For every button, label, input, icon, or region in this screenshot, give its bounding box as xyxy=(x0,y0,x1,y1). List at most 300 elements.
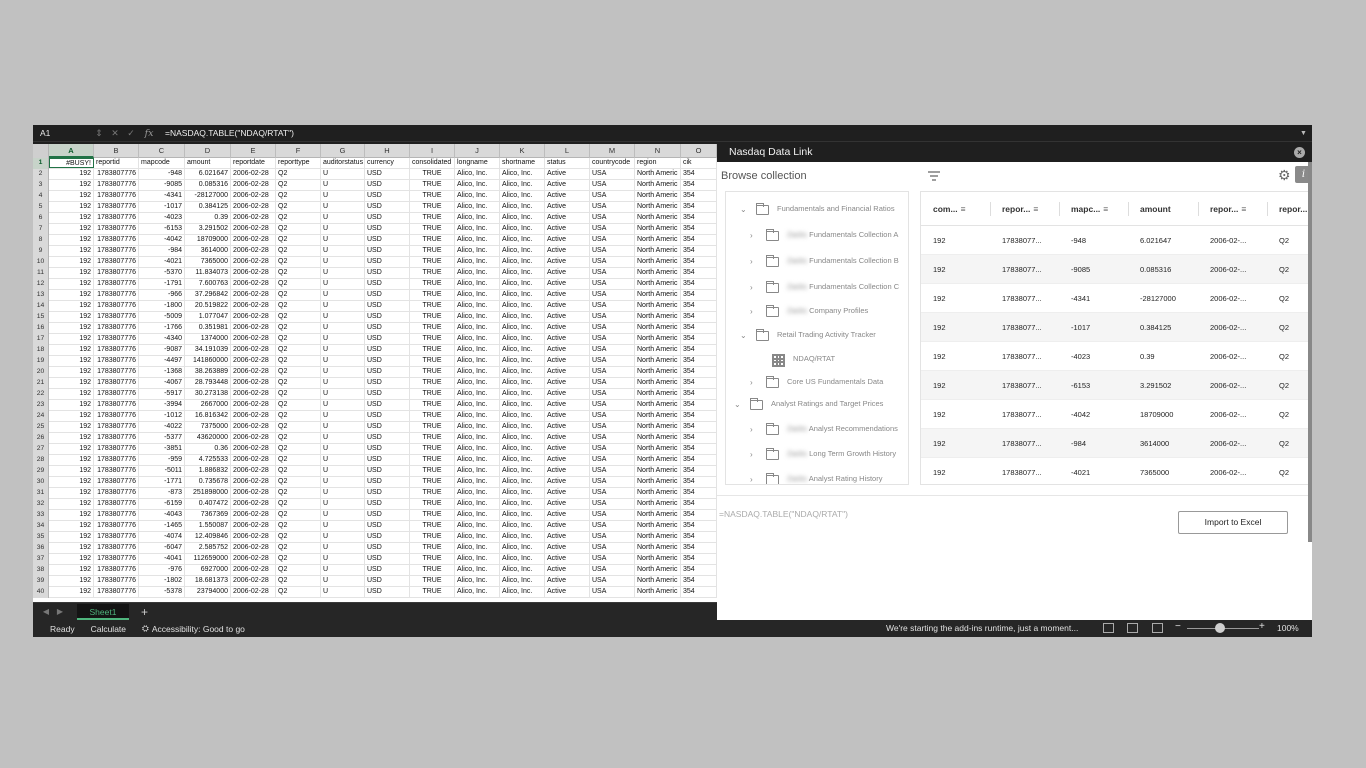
cell[interactable]: TRUE xyxy=(410,246,455,256)
import-to-excel-button[interactable]: Import to Excel xyxy=(1178,511,1288,534)
cell[interactable]: Active xyxy=(545,312,590,322)
cell[interactable]: North Americ xyxy=(635,510,681,520)
cell[interactable]: U xyxy=(321,257,365,267)
cell[interactable]: Q2 xyxy=(276,521,321,531)
cell[interactable]: USD xyxy=(365,488,410,498)
cell[interactable]: USD xyxy=(365,312,410,322)
tree-item[interactable] xyxy=(750,474,904,485)
cell[interactable]: 354 xyxy=(681,334,717,344)
row-header[interactable]: 36 xyxy=(33,543,49,554)
cell[interactable]: North Americ xyxy=(635,180,681,190)
cell[interactable]: 2006-02-28 xyxy=(231,323,276,333)
cell[interactable]: USD xyxy=(365,477,410,487)
cell[interactable]: 2006-02-28 xyxy=(231,202,276,212)
cell[interactable]: -1017 xyxy=(139,202,185,212)
cell[interactable]: 192 xyxy=(49,202,94,212)
cell[interactable]: 192 xyxy=(49,587,94,597)
cell[interactable]: U xyxy=(321,356,365,366)
cell[interactable]: Q2 xyxy=(276,257,321,267)
cell[interactable]: 354 xyxy=(681,565,717,575)
row-header[interactable]: 24 xyxy=(33,411,49,422)
cell[interactable]: Active xyxy=(545,202,590,212)
cell[interactable]: Active xyxy=(545,411,590,421)
cell[interactable]: Alico, Inc. xyxy=(500,499,545,509)
cell[interactable]: USD xyxy=(365,422,410,432)
cell[interactable]: USA xyxy=(590,389,635,399)
cell[interactable]: USA xyxy=(590,356,635,366)
cell[interactable]: Alico, Inc. xyxy=(455,576,500,586)
cell[interactable]: USD xyxy=(365,180,410,190)
cell[interactable]: 192 xyxy=(49,378,94,388)
cell[interactable]: USD xyxy=(365,411,410,421)
cell[interactable]: 1783807776 xyxy=(94,301,139,311)
cell[interactable]: U xyxy=(321,224,365,234)
cell[interactable]: 354 xyxy=(681,444,717,454)
cell[interactable]: -1465 xyxy=(139,521,185,531)
cell[interactable]: Alico, Inc. xyxy=(500,521,545,531)
cell[interactable]: Alico, Inc. xyxy=(500,235,545,245)
cell[interactable]: USD xyxy=(365,345,410,355)
row-header[interactable]: 28 xyxy=(33,455,49,466)
cell[interactable]: 1783807776 xyxy=(94,224,139,234)
cell[interactable]: Active xyxy=(545,235,590,245)
cell[interactable]: 2006-02-28 xyxy=(231,554,276,564)
row-header[interactable]: 34 xyxy=(33,521,49,532)
row-header[interactable]: 38 xyxy=(33,565,49,576)
page-break-view-icon[interactable] xyxy=(1152,623,1163,633)
column-header-h[interactable]: H xyxy=(365,144,410,158)
cell[interactable]: -4074 xyxy=(139,532,185,542)
cell[interactable]: Alico, Inc. xyxy=(500,257,545,267)
cell[interactable]: 141860000 xyxy=(185,356,231,366)
column-menu-icon[interactable]: ≡ xyxy=(1033,204,1039,214)
cell[interactable]: U xyxy=(321,576,365,586)
cell[interactable]: U xyxy=(321,422,365,432)
cell[interactable]: Active xyxy=(545,323,590,333)
cell[interactable]: U xyxy=(321,444,365,454)
close-icon[interactable]: × xyxy=(1294,147,1305,158)
cell[interactable]: Q2 xyxy=(276,444,321,454)
cell[interactable]: North Americ xyxy=(635,543,681,553)
cell[interactable]: Alico, Inc. xyxy=(455,587,500,597)
cell[interactable]: U xyxy=(321,268,365,278)
cell[interactable]: North Americ xyxy=(635,576,681,586)
calculate-button[interactable]: Calculate xyxy=(90,623,127,634)
cell[interactable]: Alico, Inc. xyxy=(500,224,545,234)
cell[interactable]: North Americ xyxy=(635,466,681,476)
chevron-right-icon[interactable]: › xyxy=(750,378,753,387)
cell[interactable]: 192 xyxy=(49,279,94,289)
cell[interactable]: Alico, Inc. xyxy=(455,510,500,520)
cell[interactable]: -4497 xyxy=(139,356,185,366)
cell[interactable]: TRUE xyxy=(410,532,455,542)
expand-formula-bar-icon[interactable]: ▼ xyxy=(1300,129,1307,137)
cell[interactable]: 7365000 xyxy=(185,257,231,267)
cell[interactable]: 6.021647 xyxy=(185,169,231,179)
column-header-g[interactable]: G xyxy=(321,144,365,158)
page-layout-view-icon[interactable] xyxy=(1127,623,1138,633)
cell[interactable]: North Americ xyxy=(635,499,681,509)
cell[interactable]: 192 xyxy=(49,554,94,564)
cell[interactable]: Q2 xyxy=(276,554,321,564)
cell[interactable]: -966 xyxy=(139,290,185,300)
cell[interactable]: -3994 xyxy=(139,400,185,410)
cell[interactable]: 2006-02-28 xyxy=(231,455,276,465)
cell[interactable]: Q2 xyxy=(276,202,321,212)
preview-column-header[interactable] xyxy=(1002,204,1038,214)
cell[interactable]: 1783807776 xyxy=(94,279,139,289)
column-header-e[interactable]: E xyxy=(231,144,276,158)
cell[interactable]: 2006-02-28 xyxy=(231,180,276,190)
cell[interactable]: North Americ xyxy=(635,246,681,256)
cell[interactable]: 2006-02-28 xyxy=(231,268,276,278)
cell[interactable]: USA xyxy=(590,532,635,542)
row-header[interactable]: 33 xyxy=(33,510,49,521)
cell[interactable]: 28.793448 xyxy=(185,378,231,388)
cell[interactable]: Active xyxy=(545,444,590,454)
cell[interactable]: North Americ xyxy=(635,257,681,267)
cell[interactable]: Q2 xyxy=(276,301,321,311)
cell[interactable]: 354 xyxy=(681,356,717,366)
cell[interactable]: -6159 xyxy=(139,499,185,509)
cell[interactable]: -1368 xyxy=(139,367,185,377)
cell[interactable]: 6927000 xyxy=(185,565,231,575)
row-header[interactable]: 20 xyxy=(33,367,49,378)
cell[interactable]: 354 xyxy=(681,532,717,542)
cell[interactable]: 354 xyxy=(681,268,717,278)
cell[interactable]: U xyxy=(321,466,365,476)
cell[interactable]: 2006-02-28 xyxy=(231,279,276,289)
cell[interactable]: TRUE xyxy=(410,554,455,564)
cell[interactable]: Alico, Inc. xyxy=(455,312,500,322)
cell[interactable]: TRUE xyxy=(410,488,455,498)
cell[interactable]: USD xyxy=(365,444,410,454)
cell[interactable]: USD xyxy=(365,543,410,553)
cell[interactable]: 354 xyxy=(681,213,717,223)
cell[interactable]: USD xyxy=(365,576,410,586)
cell[interactable]: 1783807776 xyxy=(94,554,139,564)
row-header[interactable]: 19 xyxy=(33,356,49,367)
cell[interactable]: 192 xyxy=(49,213,94,223)
cell[interactable]: -1766 xyxy=(139,323,185,333)
cell[interactable]: 192 xyxy=(49,367,94,377)
cell[interactable]: Alico, Inc. xyxy=(500,334,545,344)
cell[interactable]: Active xyxy=(545,488,590,498)
header-cell[interactable]: status xyxy=(545,158,590,168)
cell[interactable]: TRUE xyxy=(410,422,455,432)
cell[interactable]: Alico, Inc. xyxy=(455,521,500,531)
column-header-c[interactable]: C xyxy=(139,144,185,158)
cell[interactable]: -4041 xyxy=(139,554,185,564)
cell[interactable]: 3614000 xyxy=(185,246,231,256)
cell[interactable]: 2006-02-28 xyxy=(231,191,276,201)
cell[interactable]: North Americ xyxy=(635,224,681,234)
cell[interactable]: USA xyxy=(590,554,635,564)
cell[interactable]: North Americ xyxy=(635,455,681,465)
cell[interactable]: TRUE xyxy=(410,466,455,476)
cell[interactable]: Active xyxy=(545,378,590,388)
row-header[interactable]: 22 xyxy=(33,389,49,400)
cell[interactable]: -6047 xyxy=(139,543,185,553)
cell[interactable]: U xyxy=(321,180,365,190)
cell[interactable]: USD xyxy=(365,301,410,311)
tree-item[interactable] xyxy=(772,354,904,367)
cell[interactable]: North Americ xyxy=(635,323,681,333)
cell[interactable]: USA xyxy=(590,411,635,421)
cell[interactable]: USA xyxy=(590,521,635,531)
cell[interactable]: North Americ xyxy=(635,587,681,597)
cell[interactable]: U xyxy=(321,312,365,322)
cell[interactable]: -9085 xyxy=(139,180,185,190)
cell[interactable]: Alico, Inc. xyxy=(500,444,545,454)
row-header[interactable]: 12 xyxy=(33,279,49,290)
cell[interactable]: 2006-02-28 xyxy=(231,257,276,267)
chevron-right-icon[interactable]: › xyxy=(750,475,753,484)
cell[interactable]: 192 xyxy=(49,235,94,245)
cell[interactable]: USA xyxy=(590,345,635,355)
cell[interactable]: Alico, Inc. xyxy=(455,411,500,421)
cell[interactable]: Alico, Inc. xyxy=(455,323,500,333)
cell[interactable]: 23794000 xyxy=(185,587,231,597)
cell[interactable]: 1783807776 xyxy=(94,378,139,388)
cell[interactable]: 2006-02-28 xyxy=(231,587,276,597)
cell[interactable]: TRUE xyxy=(410,499,455,509)
cell[interactable]: USA xyxy=(590,543,635,553)
cell[interactable]: Alico, Inc. xyxy=(455,356,500,366)
cell[interactable]: 1.550087 xyxy=(185,521,231,531)
cell[interactable]: USD xyxy=(365,367,410,377)
cell[interactable]: TRUE xyxy=(410,301,455,311)
cell[interactable]: U xyxy=(321,235,365,245)
cell[interactable]: 354 xyxy=(681,345,717,355)
column-menu-icon[interactable]: ≡ xyxy=(1103,204,1109,214)
cell[interactable]: Alico, Inc. xyxy=(455,455,500,465)
preview-column-header[interactable] xyxy=(1279,204,1307,214)
cell[interactable]: Q2 xyxy=(276,455,321,465)
cell[interactable]: Active xyxy=(545,290,590,300)
cell[interactable]: Alico, Inc. xyxy=(500,246,545,256)
cell[interactable]: -1771 xyxy=(139,477,185,487)
cell[interactable]: 1783807776 xyxy=(94,411,139,421)
cell[interactable]: TRUE xyxy=(410,180,455,190)
busy-cell[interactable]: #BUSY! xyxy=(49,158,94,168)
cell[interactable]: 1783807776 xyxy=(94,246,139,256)
cell[interactable]: Q2 xyxy=(276,477,321,487)
cell[interactable]: Alico, Inc. xyxy=(455,532,500,542)
cell[interactable]: 2006-02-28 xyxy=(231,378,276,388)
row-header[interactable]: 6 xyxy=(33,213,49,224)
chevron-right-icon[interactable]: › xyxy=(750,307,753,316)
column-header-f[interactable]: F xyxy=(276,144,321,158)
cell[interactable]: U xyxy=(321,499,365,509)
cell[interactable]: Alico, Inc. xyxy=(455,169,500,179)
cell[interactable]: -4043 xyxy=(139,510,185,520)
cell[interactable]: 1783807776 xyxy=(94,587,139,597)
column-header-d[interactable]: D xyxy=(185,144,231,158)
cell[interactable]: USA xyxy=(590,169,635,179)
cell[interactable]: 192 xyxy=(49,312,94,322)
cell[interactable]: Active xyxy=(545,389,590,399)
column-menu-icon[interactable]: ≡ xyxy=(960,204,966,214)
cell[interactable]: Alico, Inc. xyxy=(500,389,545,399)
cell[interactable]: Alico, Inc. xyxy=(500,279,545,289)
cell[interactable]: Alico, Inc. xyxy=(455,224,500,234)
tree-item[interactable] xyxy=(750,306,904,318)
cell[interactable]: 1783807776 xyxy=(94,510,139,520)
cell[interactable]: 2006-02-28 xyxy=(231,400,276,410)
column-header-l[interactable]: L xyxy=(545,144,590,158)
cell[interactable]: Alico, Inc. xyxy=(455,279,500,289)
row-header[interactable]: 26 xyxy=(33,433,49,444)
cell[interactable]: Alico, Inc. xyxy=(455,543,500,553)
cell[interactable]: 1783807776 xyxy=(94,477,139,487)
cell[interactable]: 354 xyxy=(681,499,717,509)
cell[interactable]: USD xyxy=(365,213,410,223)
cell[interactable]: Alico, Inc. xyxy=(455,554,500,564)
cell[interactable]: 192 xyxy=(49,422,94,432)
cell[interactable]: -5377 xyxy=(139,433,185,443)
row-header[interactable]: 32 xyxy=(33,499,49,510)
cell[interactable]: 1783807776 xyxy=(94,191,139,201)
row-header[interactable]: 8 xyxy=(33,235,49,246)
cell[interactable]: 2667000 xyxy=(185,400,231,410)
cell[interactable]: TRUE xyxy=(410,400,455,410)
cell[interactable]: Active xyxy=(545,180,590,190)
cell[interactable]: USA xyxy=(590,367,635,377)
cell[interactable]: 1783807776 xyxy=(94,576,139,586)
cell[interactable]: Alico, Inc. xyxy=(455,444,500,454)
tree-item[interactable] xyxy=(750,256,904,268)
cell[interactable]: 1374000 xyxy=(185,334,231,344)
cell[interactable]: Active xyxy=(545,499,590,509)
insert-function-icon[interactable]: fx xyxy=(144,127,154,139)
cell[interactable]: 1783807776 xyxy=(94,433,139,443)
cell[interactable]: Alico, Inc. xyxy=(500,466,545,476)
column-header-k[interactable]: K xyxy=(500,144,545,158)
cell[interactable]: Active xyxy=(545,268,590,278)
cell[interactable]: Q2 xyxy=(276,323,321,333)
header-cell[interactable]: longname xyxy=(455,158,500,168)
cell[interactable]: North Americ xyxy=(635,334,681,344)
cell[interactable]: 354 xyxy=(681,323,717,333)
row-header[interactable]: 3 xyxy=(33,180,49,191)
cell[interactable]: 192 xyxy=(49,345,94,355)
zoom-slider-handle[interactable] xyxy=(1215,623,1225,633)
cell[interactable]: Q2 xyxy=(276,224,321,234)
cell[interactable]: Active xyxy=(545,191,590,201)
cell[interactable]: 1783807776 xyxy=(94,389,139,399)
cell[interactable]: Alico, Inc. xyxy=(455,565,500,575)
header-cell[interactable]: currency xyxy=(365,158,410,168)
cell[interactable]: USD xyxy=(365,279,410,289)
cell[interactable]: USD xyxy=(365,224,410,234)
cell[interactable]: TRUE xyxy=(410,356,455,366)
cell[interactable]: 2006-02-28 xyxy=(231,422,276,432)
cell[interactable]: USA xyxy=(590,246,635,256)
cell[interactable]: U xyxy=(321,323,365,333)
cell[interactable]: TRUE xyxy=(410,587,455,597)
cell[interactable]: 2006-02-28 xyxy=(231,345,276,355)
prev-sheet-icon[interactable]: ◀ xyxy=(42,607,50,616)
cell[interactable]: USD xyxy=(365,257,410,267)
row-header[interactable]: 10 xyxy=(33,257,49,268)
cell[interactable]: 192 xyxy=(49,389,94,399)
cell[interactable]: Active xyxy=(545,510,590,520)
column-separator[interactable] xyxy=(1128,202,1129,216)
cell[interactable]: 2006-02-28 xyxy=(231,235,276,245)
cell[interactable]: Alico, Inc. xyxy=(500,488,545,498)
cell[interactable]: TRUE xyxy=(410,169,455,179)
cell[interactable]: USD xyxy=(365,510,410,520)
chevron-down-icon[interactable]: ⌄ xyxy=(740,331,747,340)
cell[interactable]: Q2 xyxy=(276,235,321,245)
cell[interactable]: Active xyxy=(545,279,590,289)
cell[interactable]: 354 xyxy=(681,235,717,245)
cell[interactable]: 354 xyxy=(681,301,717,311)
cell[interactable]: Alico, Inc. xyxy=(500,543,545,553)
cell[interactable]: North Americ xyxy=(635,521,681,531)
cell[interactable]: 1783807776 xyxy=(94,532,139,542)
cell[interactable]: 251898000 xyxy=(185,488,231,498)
cell[interactable]: Active xyxy=(545,169,590,179)
cell[interactable]: 192 xyxy=(49,488,94,498)
cell[interactable]: North Americ xyxy=(635,554,681,564)
cell[interactable]: 192 xyxy=(49,477,94,487)
cell[interactable]: Active xyxy=(545,213,590,223)
cell[interactable]: -1802 xyxy=(139,576,185,586)
cell[interactable]: 354 xyxy=(681,290,717,300)
cell[interactable]: Q2 xyxy=(276,180,321,190)
cell[interactable]: TRUE xyxy=(410,543,455,553)
cell[interactable]: 192 xyxy=(49,400,94,410)
tree-item[interactable] xyxy=(740,204,904,216)
cell[interactable]: 1783807776 xyxy=(94,565,139,575)
cell[interactable]: 2006-02-28 xyxy=(231,411,276,421)
cell[interactable]: -5917 xyxy=(139,389,185,399)
cell[interactable]: 7375000 xyxy=(185,422,231,432)
cell[interactable]: Q2 xyxy=(276,345,321,355)
cell[interactable]: Alico, Inc. xyxy=(500,169,545,179)
cell[interactable]: Active xyxy=(545,554,590,564)
cell[interactable]: TRUE xyxy=(410,389,455,399)
column-header-a[interactable]: A xyxy=(49,144,94,158)
cell[interactable]: TRUE xyxy=(410,235,455,245)
cell[interactable]: North Americ xyxy=(635,290,681,300)
cell[interactable]: U xyxy=(321,290,365,300)
cell[interactable]: Active xyxy=(545,543,590,553)
cell[interactable]: 1783807776 xyxy=(94,488,139,498)
cell[interactable]: 354 xyxy=(681,455,717,465)
cell[interactable]: Active xyxy=(545,521,590,531)
cell[interactable]: 1783807776 xyxy=(94,334,139,344)
cell[interactable]: USA xyxy=(590,510,635,520)
cell[interactable]: Active xyxy=(545,400,590,410)
cell[interactable]: Q2 xyxy=(276,510,321,520)
cell[interactable]: -1791 xyxy=(139,279,185,289)
cell[interactable]: Alico, Inc. xyxy=(455,345,500,355)
pane-scrollbar[interactable] xyxy=(1308,162,1312,542)
cell[interactable]: TRUE xyxy=(410,323,455,333)
cell[interactable]: 0.351981 xyxy=(185,323,231,333)
cell[interactable]: -4021 xyxy=(139,257,185,267)
cell[interactable]: -4023 xyxy=(139,213,185,223)
cell[interactable]: 192 xyxy=(49,356,94,366)
header-cell[interactable]: reportdate xyxy=(231,158,276,168)
cell[interactable]: 112659000 xyxy=(185,554,231,564)
column-header-j[interactable]: J xyxy=(455,144,500,158)
cell[interactable]: USA xyxy=(590,455,635,465)
cell[interactable]: 192 xyxy=(49,433,94,443)
